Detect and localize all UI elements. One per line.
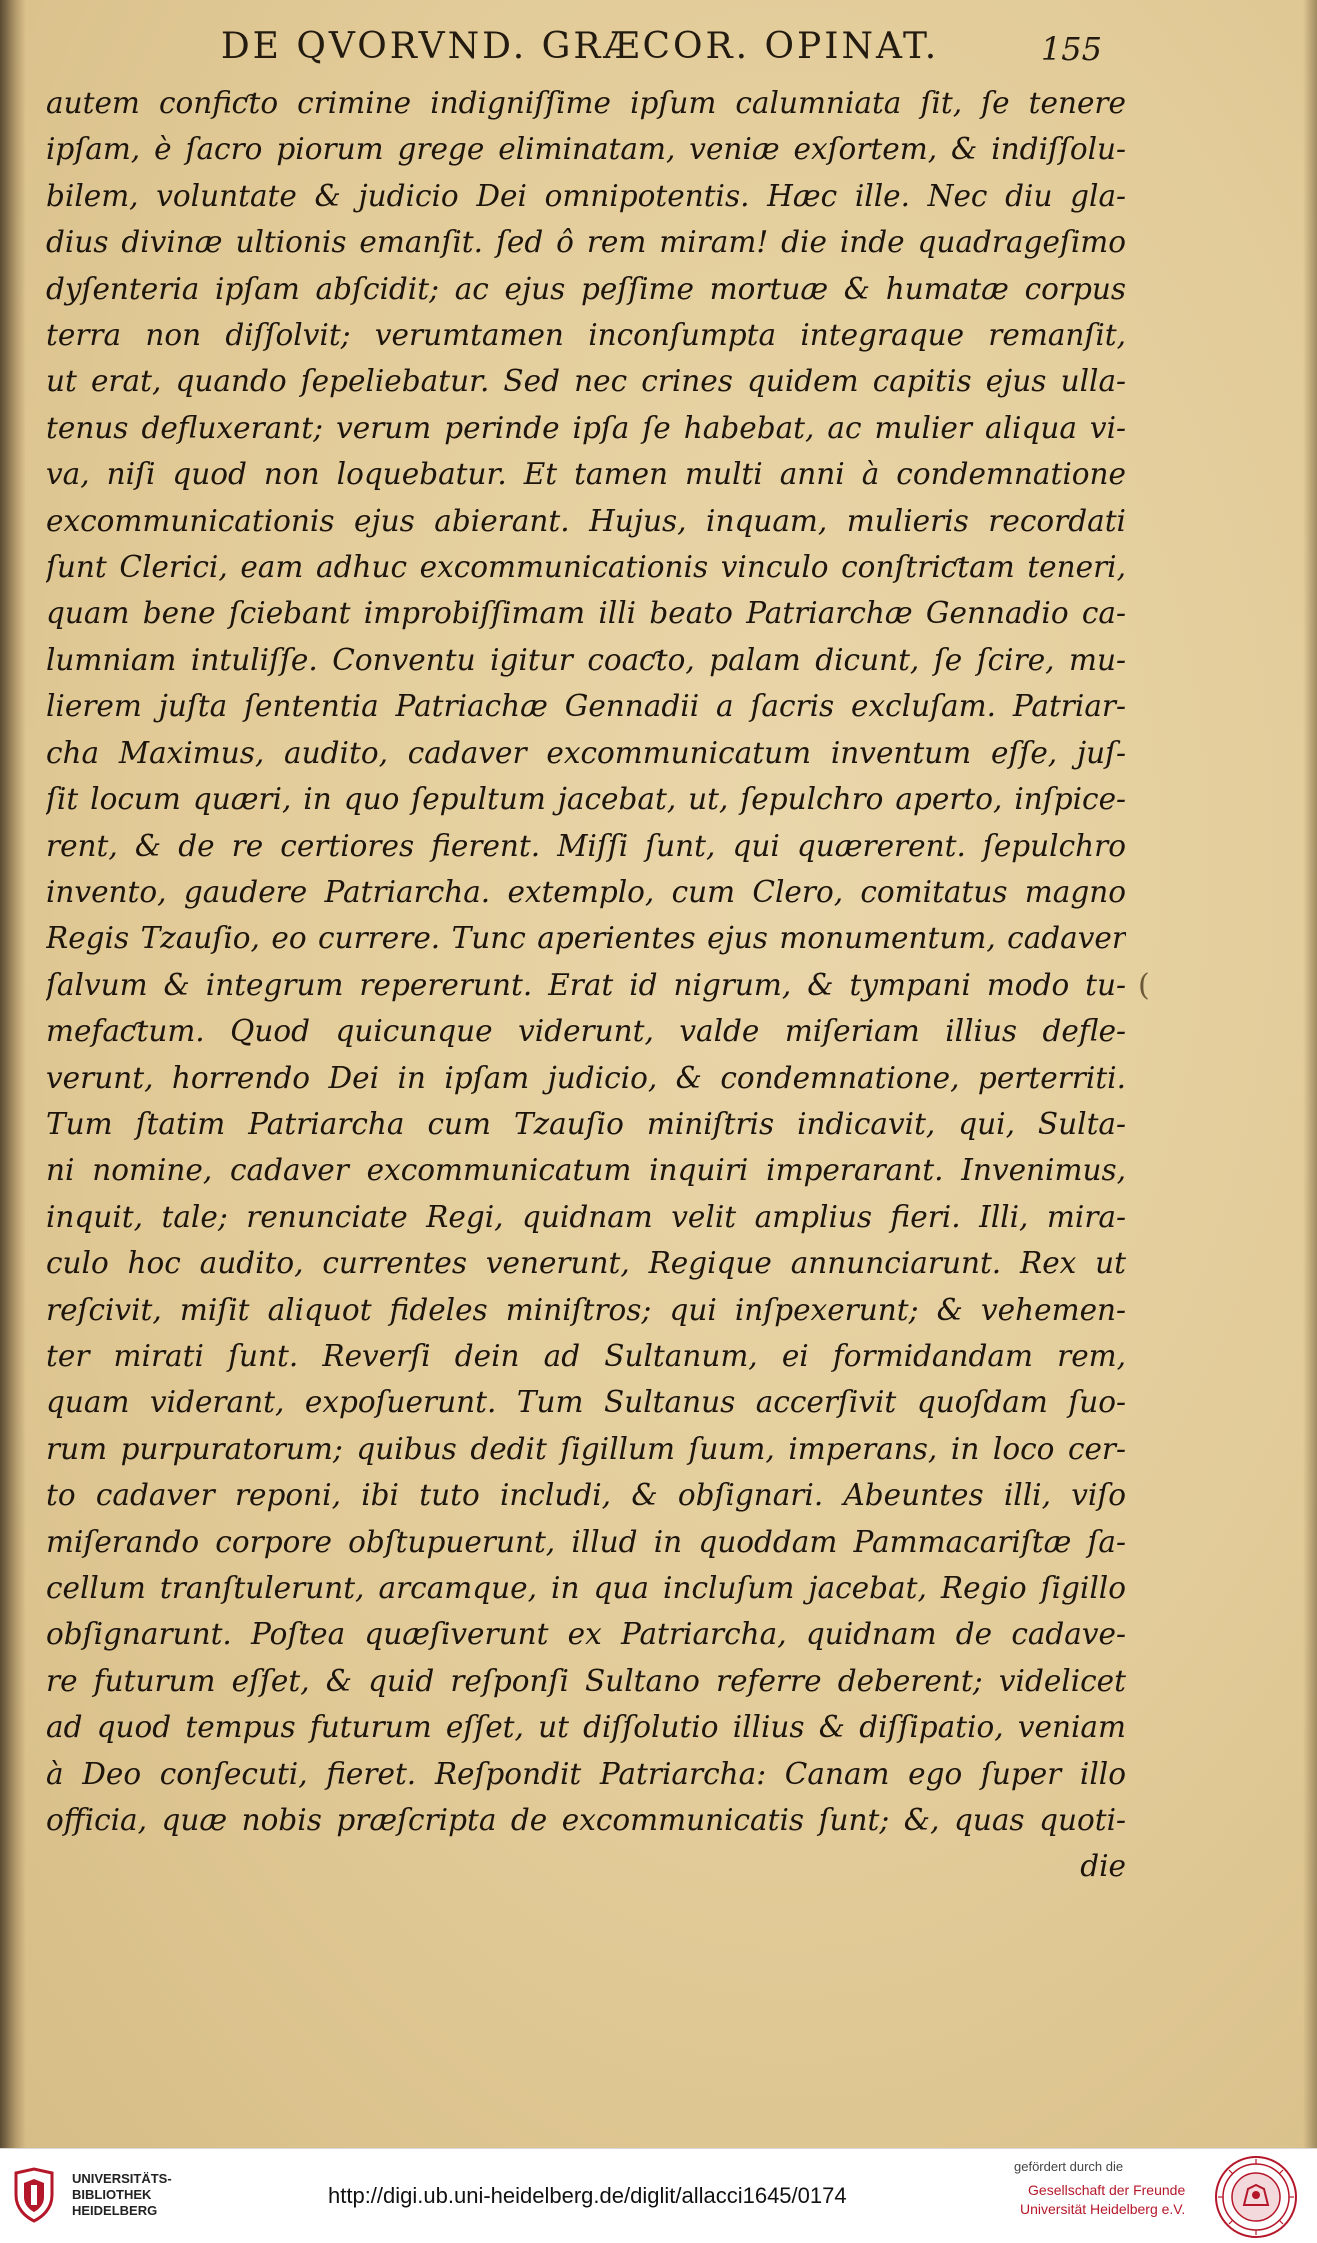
text-line: mefaƈtum. Quod quicunque viderunt, valde miſeriam illius defle- [46, 1014, 1126, 1049]
text-line: autem confiƈto crimine indigniſſime ipſum calumniata ſit, ſe tenere [46, 86, 1126, 120]
text-line: miſerando corpore obſtupuerunt, illud in quoddam Pammacariſtæ ſa- [46, 1524, 1126, 1559]
text-line: rum purpuratorum; quibus dedit ſigillum ſuum, imperans, in loco cer- [46, 1431, 1126, 1466]
page-number: 155 [1040, 30, 1102, 68]
text-line: rent, & de re certiores fierent. Miſſi ſunt, qui quærerent. ſepulchro [46, 828, 1126, 863]
text-line: verunt, horrendo Dei in ipſam judicio, & condemnatione, perterriti. [46, 1060, 1126, 1095]
footer-bar [0, 2148, 1317, 2243]
text-line: inquit, tale; renunciate Regi, quidnam velit amplius fieri. Illi, mira- [46, 1199, 1126, 1234]
text-line: cellum tranſtulerunt, arcamque, in qua incluſum jacebat, Regio ſigillo [46, 1571, 1126, 1605]
library-name-line: BIBLIOTHEK [72, 2187, 152, 2202]
text-line: cha Maximus, audito, cadaver excommunicatum inventum eſſe, juſ- [46, 735, 1126, 770]
text-line: à Deo conſecuti, fieret. Reſpondit Patriarcha: Canam ego ſuper illo [46, 1756, 1126, 1791]
text-line: culo hoc audito, currentes venerunt, Regique annunciarunt. Rex ut [46, 1246, 1126, 1281]
text-line: quam bene ſciebant improbiſſimam illi beato Patriarchæ Gennadio ca- [46, 596, 1126, 631]
text-line: ſunt Clerici, eam adhuc excommunicationis vinculo conſtriƈtam teneri, [46, 550, 1126, 585]
text-line: dius divinæ ultionis emanſit. ſed ô rem miram! die inde quadrageſimo [46, 225, 1126, 260]
library-name-line: HEIDELBERG [72, 2203, 158, 2218]
text-line: ni nomine, cadaver excommunicatum inquiri imperarant. Invenimus, [46, 1153, 1126, 1188]
text-line: ſalvum & integrum repererunt. Erat id nigrum, & tympani modo tu- [46, 967, 1126, 1002]
page-edge-shadow-right [1303, 0, 1317, 2148]
text-line: re futurum eſſet, & quid reſponſi Sultano referre deberent; videlicet [46, 1663, 1126, 1698]
text-line: lierem juſta ſententia Patriachæ Gennadii a ſacris excluſam. Patriar- [46, 689, 1126, 724]
margin-bracket-mark: ( [1138, 968, 1150, 1003]
text-line: invento, gaudere Patriarcha. extemplo, cum Clero, comitatus magno [46, 874, 1126, 909]
text-line: terra non diſſolvit; verumtamen inconſumpta integraque remanſit, [46, 318, 1126, 353]
text-line: dyſenteria ipſam abſcidit; ac ejus peſſime mortuæ & humatæ corpus [46, 271, 1126, 306]
university-seal-icon [1214, 2155, 1298, 2239]
text-line: obſignarunt. Poſtea quæſiverunt ex Patriarcha, quidnam de cadave- [46, 1617, 1126, 1652]
text-line: ſit locum quæri, in quo ſepultum jacebat, ut, ſepulchro aperto, inſpice- [46, 782, 1126, 817]
text-line: Tum ſtatim Patriarcha cum Tzauſio miniſtris indicavit, qui, Sulta- [46, 1106, 1126, 1141]
text-line: ter mirati ſunt. Reverſi dein ad Sultanum, ei formidandam rem, [46, 1338, 1126, 1373]
library-name [72, 2171, 172, 2219]
text-line: ut erat, quando ſepeliebatur. Sed nec crines quidem capitis ejus ulla- [46, 364, 1126, 399]
library-name-line: UNIVERSITÄTS- [72, 2171, 172, 2186]
text-line: to cadaver reponi, ibi tuto includi, & obſignari. Abeuntes illi, viſo [46, 1478, 1126, 1513]
text-line: reſcivit, miſit aliquot fideles miniſtros; qui inſpexerunt; & vehemen- [46, 1292, 1126, 1327]
catchword: die [1080, 1849, 1126, 1884]
sponsor-label: gefördert durch die [1014, 2159, 1124, 2174]
text-line: ad quod tempus futurum eſſet, ut diſſolutio illius & diſſipatio, veniam [46, 1710, 1126, 1745]
text-line: tenus defluxerant; verum perinde ipſa ſe habebat, ac mulier aliqua vi- [46, 410, 1126, 445]
text-line: ipſam, è ſacro piorum grege eliminatam, veniæ exſortem, & indiſſolu- [46, 132, 1126, 167]
text-line: lumniam intuliſſe. Conventu igitur coaƈto, palam dicunt, ſe ſcire, mu- [46, 642, 1126, 677]
text-line: quam viderant, expoſuerunt. Tum Sultanus accerſivit quoſdam ſuo- [46, 1385, 1126, 1420]
text-line: excommunicationis ejus abierant. Hujus, inquam, mulieris recordati [46, 503, 1126, 538]
running-head: DE QVORVND. GRÆCOR. OPINAT. [220, 26, 940, 67]
page-edge-shadow-left [0, 0, 26, 2148]
text-line: Regis Tzauſio, eo currere. Tunc aperientes ejus monumentum, cadaver [46, 921, 1126, 956]
sponsor-name-line: Universität Heidelberg e.V. [1020, 2201, 1186, 2217]
body-text [46, 80, 1126, 1890]
permalink-url[interactable]: http://digi.ub.uni-heidelberg.de/diglit/allacci1645/0174 [328, 2183, 847, 2208]
text-line: va, niſi quod non loquebatur. Et tamen multi anni à condemnatione [46, 457, 1126, 492]
text-line: officia, quæ nobis præſcripta de excommunicatis ſunt; &, quas quoti- [46, 1803, 1126, 1838]
sponsor-name-line: Gesellschaft der Freunde [1028, 2182, 1186, 2198]
ub-heidelberg-logo-icon [12, 2165, 56, 2225]
sponsor-name [1020, 2181, 1185, 2219]
text-line: bilem, voluntate & judicio Dei omnipotentis. Hæc ille. Nec diu gla- [46, 178, 1126, 213]
